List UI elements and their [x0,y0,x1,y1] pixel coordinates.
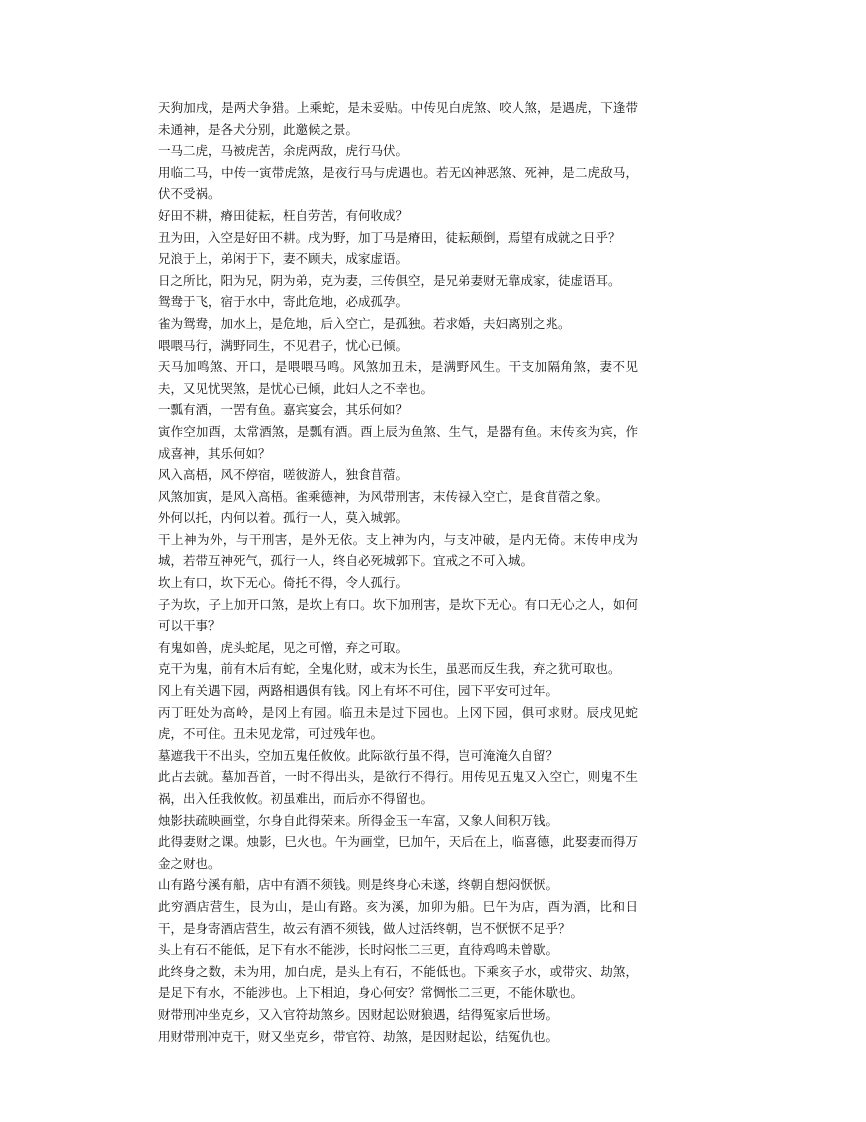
paragraph: 财带刑冲坐克乡，又入官符劫煞乡。因财起讼财狼遇，结得冤家后世场。 [158,1006,559,1022]
paragraph: 日之所比，阳为兄，阴为弟，克为妻，三传俱空，是兄弟妻财无靠成家，徒虚语耳。 [158,272,621,288]
paragraph: 丙丁旺处为高岭，是冈上有园。临丑未是过下园也。上冈下园，俱可求财。辰戌见蛇虎，不可住。丑未见龙常，可过残年也。 [158,704,638,742]
paragraph: 墓遮我干不出头，空加五鬼任攸攸。此际欲行虽不得，岂可淹淹久自留？ [158,747,559,763]
paragraph: 用临二马，中传一寅带虎煞，是夜行马与虎遇也。若无凶神恶煞、死神，是二虎敌马，伏不受祸。 [158,164,638,202]
paragraph: 头上有石不能低，足下有水不能涉，长时闷怅二三更，直待鸡鸣未曾歇。 [158,942,559,958]
paragraph: 坎上有口，坎下无心。倚托不得，令人孤行。 [158,575,409,591]
paragraph: 天狗加戌，是两犬争猎。上乘蛇，是未妥贴。中传见白虎煞、咬人煞，是遇虎，下逢带未通神，是各犬分别，此邀候之景。 [158,100,638,137]
paragraph: 烛影扶疏映画堂，尔身自此得荣来。所得金玉一车富，又象人间积万钱。 [158,812,559,828]
paragraph: 一马二虎，马被虎苦，余虎两敌，虎行马伏。 [158,143,409,159]
paragraph: 好田不耕，瘠田徒耘，枉自劳苦，有何收成？ [158,207,409,223]
paragraph: 风入高梧，风不停宿，嗟彼游人，独食苜蓿。 [158,467,409,483]
paragraph: 此占去就。墓加吾首，一时不得出头，是欲行不得行。用传见五鬼又入空亡，则鬼不生祸，出入任我攸攸。初虽难出，而后亦不得留也。 [158,769,638,806]
paragraph: 冈上有关遇下园，两路相遇俱有钱。冈上有坏不可住，园下平安可过年。 [158,683,559,699]
paragraph: 此终身之数，未为用，加白虎，是头上有石，不能低也。下乘亥子水，或带灾、劫煞，是足下有水，不能涉也。上下相迫，身心何安？常惆怅二三更，不能休歇也。 [158,963,638,1001]
document-page [158,97,638,1047]
paragraph: 喂喂马行，满野同生，不见君子，忧心已倾。 [158,337,409,353]
paragraph: 兄浪于上，弟闲于下，妻不顾夫，成家虚语。 [158,251,409,267]
paragraph: 风煞加寅，是风入高梧。雀乘德神，为风带刑害，末传禄入空亡，是食苜蓿之象。 [158,488,609,504]
paragraph: 外何以托，内何以着。孤行一人，莫入城郭。 [158,510,409,526]
paragraph: 此得妻财之课。烛影，巳火也。午为画堂，巳加午，天后在上，临喜德，此娶妻而得万金之财也。 [158,834,638,871]
paragraph: 此穷酒店营生，艮为山，是山有路。亥为溪，加卯为船。巳午为店，酉为酒，比和日干，是身寄酒店营生，故云有酒不须钱，做人过活终朝，岂不恹恹不足乎？ [158,898,638,936]
paragraph: 鸳鸯于飞，宿于水中，寄此危地，必成孤孕。 [158,294,409,310]
paragraph: 克干为鬼，前有木后有蛇，全鬼化财，或末为长生，虽恶而反生我，弃之犹可取也。 [158,661,621,677]
paragraph: 用财带刑冲克干，财又坐克乡，带官符、劫煞，是因财起讼，结冤仇也。 [158,1028,559,1044]
paragraph: 干上神为外，与干刑害，是外无依。支上神为内，与支冲破，是内无倚。末传申戌为城，若带互神死气，孤行一人，终自必死城郭下。宜戒之不可入城。 [158,531,638,569]
paragraph: 寅作空加酉，太常酒煞，是瓢有酒。酉上辰为鱼煞、生气，是器有鱼。末传亥为宾，作成喜神，其乐何如？ [158,423,638,461]
paragraph: 山有路兮溪有船，店中有酒不须钱。则是终身心未遂，终朝自想闷恹恹。 [158,877,559,893]
paragraph: 天马加鸣煞、开口，是喂喂马鸣。风煞加丑未，是满野风生。干支加隔角煞，妻不见夫，又见忧哭煞，是忧心已倾，此妇人之不幸也。 [158,359,638,396]
paragraph: 有鬼如兽，虎头蛇尾，见之可憎，弃之可取。 [158,639,409,655]
paragraph: 雀为鸳鸯，加水上，是危地，后入空亡，是孤独。若求婚，夫妇离别之兆。 [158,315,571,331]
paragraph: 一瓢有酒，一罟有鱼。嘉宾宴会，其乐何如？ [158,402,409,418]
paragraph: 子为坎，子上加开口煞，是坎上有口。坎下加刑害，是坎下无心。有口无心之人，如何可以干事？ [158,596,638,634]
paragraph: 丑为田，入空是好田不耕。戌为野，加丁马是瘠田，徒耘颠倒，焉望有成就之日乎？ [158,229,621,245]
